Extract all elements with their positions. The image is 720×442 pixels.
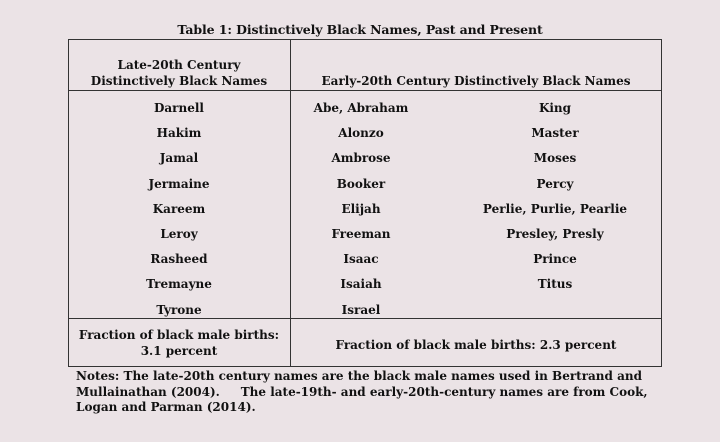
- late-name: Darnell: [154, 101, 204, 115]
- late-fraction-line1: Fraction of black male births:: [78, 328, 280, 342]
- early-name-col2: Master: [531, 126, 579, 141]
- table-title: Table 1: Distinctively Black Names, Past and Present: [177, 22, 543, 37]
- late-name: Leroy: [160, 227, 198, 241]
- late-header: [68, 57, 290, 89]
- late-header-line2: Distinctively Black Names: [90, 74, 268, 88]
- early-name-col1: Alonzo: [338, 126, 384, 141]
- late-name: Tremayne: [146, 277, 212, 292]
- late-name: Kareem: [152, 201, 206, 216]
- early-name-col2: Moses: [533, 151, 577, 166]
- early-name-col1: Isaac: [343, 252, 379, 267]
- fraction-divider: [68, 318, 662, 319]
- late-name: Tyrone: [156, 302, 202, 317]
- early-name-col1: Booker: [336, 176, 386, 191]
- early-name-col1: Abe, Abraham: [313, 101, 409, 115]
- early-name-col2: Percy: [536, 176, 574, 191]
- early-name-col2: Perlie, Purlie, Pearlie: [482, 201, 628, 216]
- early-fraction: Fraction of black male births: 2.3 percent: [335, 338, 617, 352]
- early-name-col2: King: [538, 101, 572, 115]
- early-name-col2: Titus: [537, 277, 573, 292]
- late-name: Jamal: [159, 151, 199, 166]
- header-divider: [68, 90, 662, 91]
- early-name-col1: Israel: [341, 302, 381, 317]
- late-name: Jermaine: [148, 176, 210, 191]
- early-name-col2: Prince: [533, 252, 577, 267]
- early-name-col2: Presley, Presly: [506, 227, 604, 241]
- late-header-line1: Late-20th Century: [117, 58, 241, 72]
- notes-line2: Mullainathan (2004). The late-19th- and early-20th-century names are from Cook,: [76, 384, 648, 399]
- early-header: Early-20th Century Distinctively Black Names: [321, 74, 631, 88]
- early-name-col1: Elijah: [341, 201, 381, 216]
- notes-line3: Logan and Parman (2014).: [76, 400, 256, 414]
- late-name: Hakim: [156, 126, 202, 141]
- early-name-col1: Isaiah: [340, 277, 382, 292]
- late-fraction: [68, 327, 290, 359]
- table-notes: [76, 369, 676, 416]
- early-name-col1: Ambrose: [331, 151, 391, 166]
- early-name-col1: Freeman: [331, 227, 391, 241]
- notes-line1: Notes: The late-20th century names are the black male names used in Bertrand and: [76, 369, 642, 383]
- late-name: Rasheed: [150, 252, 208, 267]
- late-fraction-line2: 3.1 percent: [140, 344, 218, 358]
